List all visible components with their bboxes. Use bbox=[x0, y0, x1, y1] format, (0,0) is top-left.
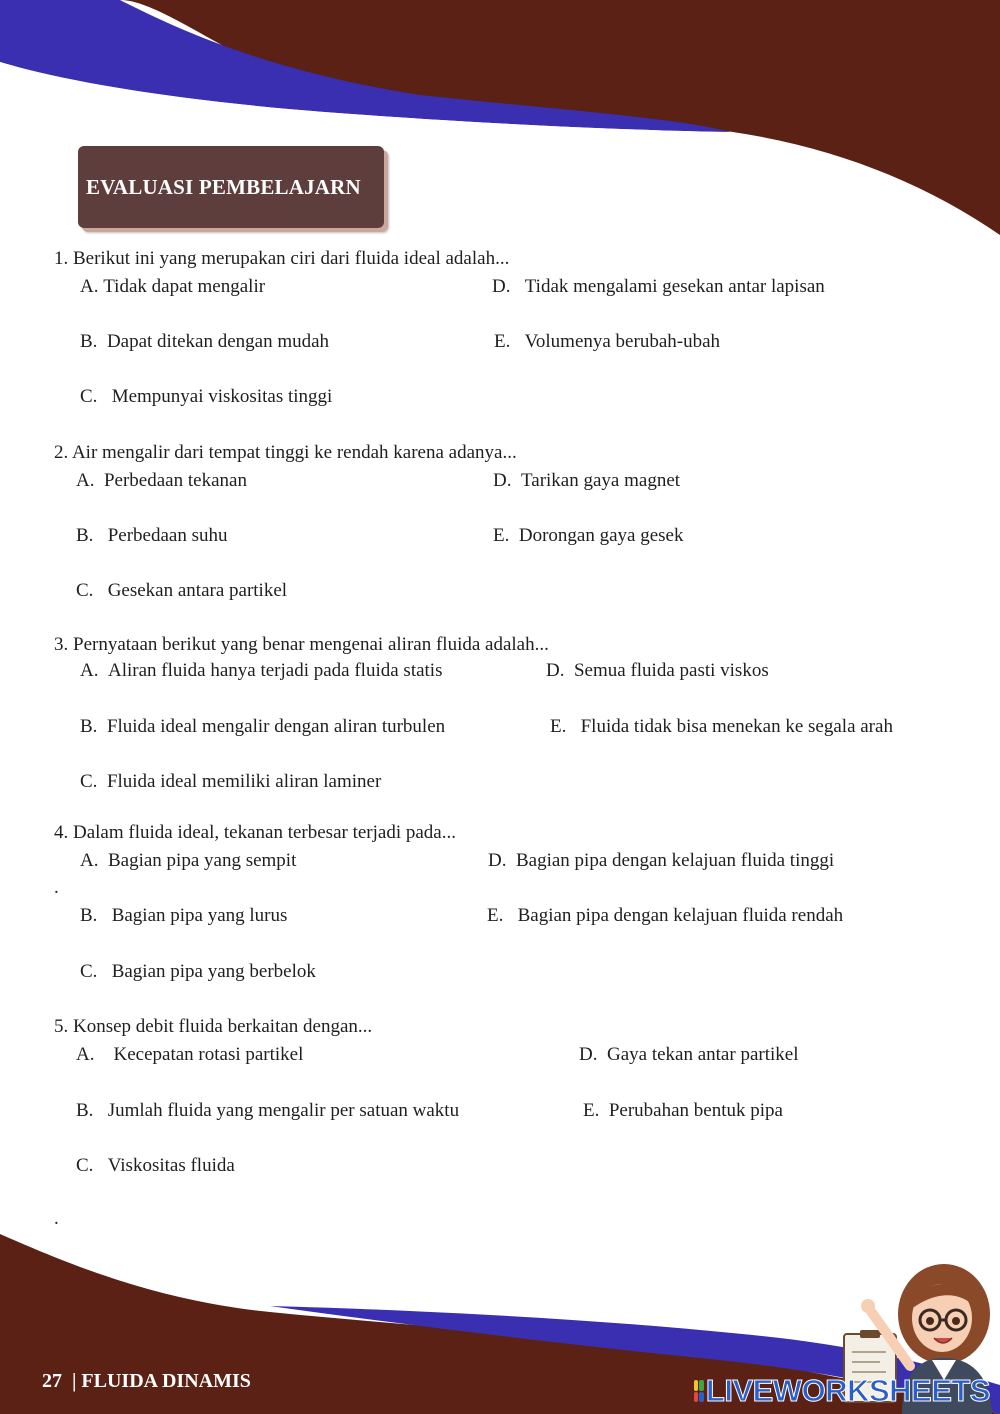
question-5-option-a[interactable] bbox=[76, 1044, 303, 1066]
question-5-option-c[interactable] bbox=[76, 1155, 235, 1177]
option-text: Semua fluida pasti viskos bbox=[573, 660, 769, 681]
liveworksheets-watermark bbox=[694, 1374, 990, 1408]
question-3-prompt: 3. Pernyataan berikut yang benar mengenai aliran fluida adalah... bbox=[54, 634, 549, 655]
option-text: Bagian pipa dengan kelajuan fluida tinggi bbox=[515, 850, 835, 871]
question-3-option-b[interactable] bbox=[80, 716, 445, 738]
option-letter: D. bbox=[492, 276, 511, 297]
question-5-option-b[interactable] bbox=[76, 1100, 459, 1122]
trailing-mark: . bbox=[54, 1208, 59, 1229]
chapter-title: FLUIDA DINAMIS bbox=[81, 1370, 251, 1392]
option-text: Dapat ditekan dengan mudah bbox=[106, 331, 330, 352]
question-1-option-e[interactable] bbox=[494, 331, 720, 353]
option-letter: A. bbox=[80, 850, 99, 871]
question-1-option-c[interactable] bbox=[80, 386, 332, 408]
question-4-option-a[interactable] bbox=[80, 850, 296, 872]
teacher-right-eye bbox=[952, 1317, 960, 1325]
option-text: Tidak dapat mengalir bbox=[103, 276, 266, 297]
option-letter: B. bbox=[80, 716, 98, 737]
question-2-option-c[interactable] bbox=[76, 580, 287, 602]
option-letter: B. bbox=[76, 525, 94, 546]
option-text: Fluida ideal mengalir dengan aliran turbulen bbox=[106, 716, 446, 737]
logo-square bbox=[694, 1380, 698, 1391]
option-letter: A. bbox=[76, 470, 95, 491]
option-text: Gaya tekan antar partikel bbox=[606, 1044, 799, 1065]
option-letter: C. bbox=[76, 1155, 94, 1176]
liveworksheets-logo-icon bbox=[694, 1380, 704, 1402]
option-text: Perbedaan suhu bbox=[107, 525, 228, 546]
section-title-box bbox=[78, 146, 384, 228]
question-5-option-d[interactable] bbox=[579, 1044, 798, 1066]
question-1-option-d[interactable] bbox=[492, 276, 825, 298]
question-2-prompt: 2. Air mengalir dari tempat tinggi ke rendah karena adanya... bbox=[54, 442, 517, 463]
logo-square bbox=[699, 1380, 703, 1391]
option-text: Aliran fluida hanya terjadi pada fluida statis bbox=[107, 660, 443, 681]
option-text: Tidak mengalami gesekan antar lapisan bbox=[524, 276, 825, 297]
option-letter: C. bbox=[76, 580, 94, 601]
question-1-prompt: 1. Berikut ini yang merupakan ciri dari fluida ideal adalah... bbox=[54, 248, 510, 269]
option-letter: B. bbox=[80, 331, 98, 352]
option-letter: A. bbox=[76, 1044, 95, 1065]
option-text: Bagian pipa yang lurus bbox=[111, 905, 288, 926]
section-title: EVALUASI PEMBELAJARN bbox=[86, 174, 361, 199]
option-letter: D. bbox=[488, 850, 507, 871]
option-text: Perbedaan tekanan bbox=[103, 470, 247, 491]
clipboard-clip bbox=[860, 1330, 880, 1338]
question-4-option-b[interactable] bbox=[80, 905, 287, 927]
question-3-option-d[interactable] bbox=[546, 660, 769, 682]
liveworksheets-wordmark: LIVEWORKSHEETS bbox=[705, 1373, 990, 1408]
question-5-prompt: 5. Konsep debit fluida berkaitan dengan... bbox=[54, 1016, 373, 1037]
option-text: Viskositas fluida bbox=[107, 1155, 235, 1176]
option-letter: B. bbox=[76, 1100, 94, 1121]
question-2-option-b[interactable] bbox=[76, 525, 227, 547]
option-text: Kecepatan rotasi partikel bbox=[113, 1044, 304, 1065]
option-letter: E. bbox=[550, 716, 567, 737]
question-2-option-e[interactable] bbox=[493, 525, 683, 547]
question-4-option-d[interactable] bbox=[488, 850, 834, 872]
question-1-option-b[interactable] bbox=[80, 331, 329, 353]
option-text: Jumlah fluida yang mengalir per satuan waktu bbox=[107, 1100, 460, 1121]
option-text: Mempunyai viskositas tinggi bbox=[111, 386, 333, 407]
option-letter: B. bbox=[80, 905, 98, 926]
option-letter: E. bbox=[493, 525, 510, 546]
option-letter: D. bbox=[579, 1044, 598, 1065]
option-text: Bagian pipa yang sempit bbox=[107, 850, 297, 871]
option-text: Bagian pipa dengan kelajuan fluida rendah bbox=[517, 905, 844, 926]
option-letter: A. bbox=[80, 660, 99, 681]
page-footer bbox=[42, 1370, 251, 1393]
option-text: Perubahan bentuk pipa bbox=[608, 1100, 783, 1121]
footer-separator: | bbox=[72, 1370, 77, 1392]
teacher-left-eye bbox=[926, 1317, 934, 1325]
option-letter: A. bbox=[80, 276, 99, 297]
option-text: Fluida tidak bisa menekan ke segala arah bbox=[580, 716, 893, 737]
question-5-option-e[interactable] bbox=[583, 1100, 783, 1122]
question-4-option-c[interactable] bbox=[80, 961, 316, 983]
option-text: Gesekan antara partikel bbox=[107, 580, 288, 601]
question-4-stray-mark: . bbox=[54, 877, 59, 898]
question-4-option-e[interactable] bbox=[487, 905, 843, 927]
question-2-option-a[interactable] bbox=[76, 470, 247, 492]
option-letter: C. bbox=[80, 961, 98, 982]
option-text: Volumenya berubah-ubah bbox=[524, 331, 721, 352]
teacher-hand bbox=[861, 1299, 875, 1313]
option-text: Fluida ideal memiliki aliran laminer bbox=[106, 771, 382, 792]
logo-square bbox=[699, 1392, 703, 1403]
question-1-option-a[interactable] bbox=[80, 276, 265, 298]
option-text: Bagian pipa yang berbelok bbox=[111, 961, 316, 982]
option-text: Tarikan gaya magnet bbox=[520, 470, 681, 491]
question-4-prompt: 4. Dalam fluida ideal, tekanan terbesar terjadi pada... bbox=[54, 822, 456, 843]
option-letter: E. bbox=[494, 331, 511, 352]
option-letter: E. bbox=[487, 905, 504, 926]
option-letter: C. bbox=[80, 771, 98, 792]
question-3-option-c[interactable] bbox=[80, 771, 381, 793]
option-letter: C. bbox=[80, 386, 98, 407]
question-3-option-a[interactable] bbox=[80, 660, 442, 682]
option-letter: D. bbox=[546, 660, 565, 681]
page-number: 27 bbox=[42, 1370, 62, 1392]
logo-square bbox=[694, 1392, 698, 1403]
question-2-option-d[interactable] bbox=[493, 470, 680, 492]
question-3-option-e[interactable] bbox=[550, 716, 893, 738]
option-letter: E. bbox=[583, 1100, 600, 1121]
option-letter: D. bbox=[493, 470, 512, 491]
option-text: Dorongan gaya gesek bbox=[518, 525, 684, 546]
